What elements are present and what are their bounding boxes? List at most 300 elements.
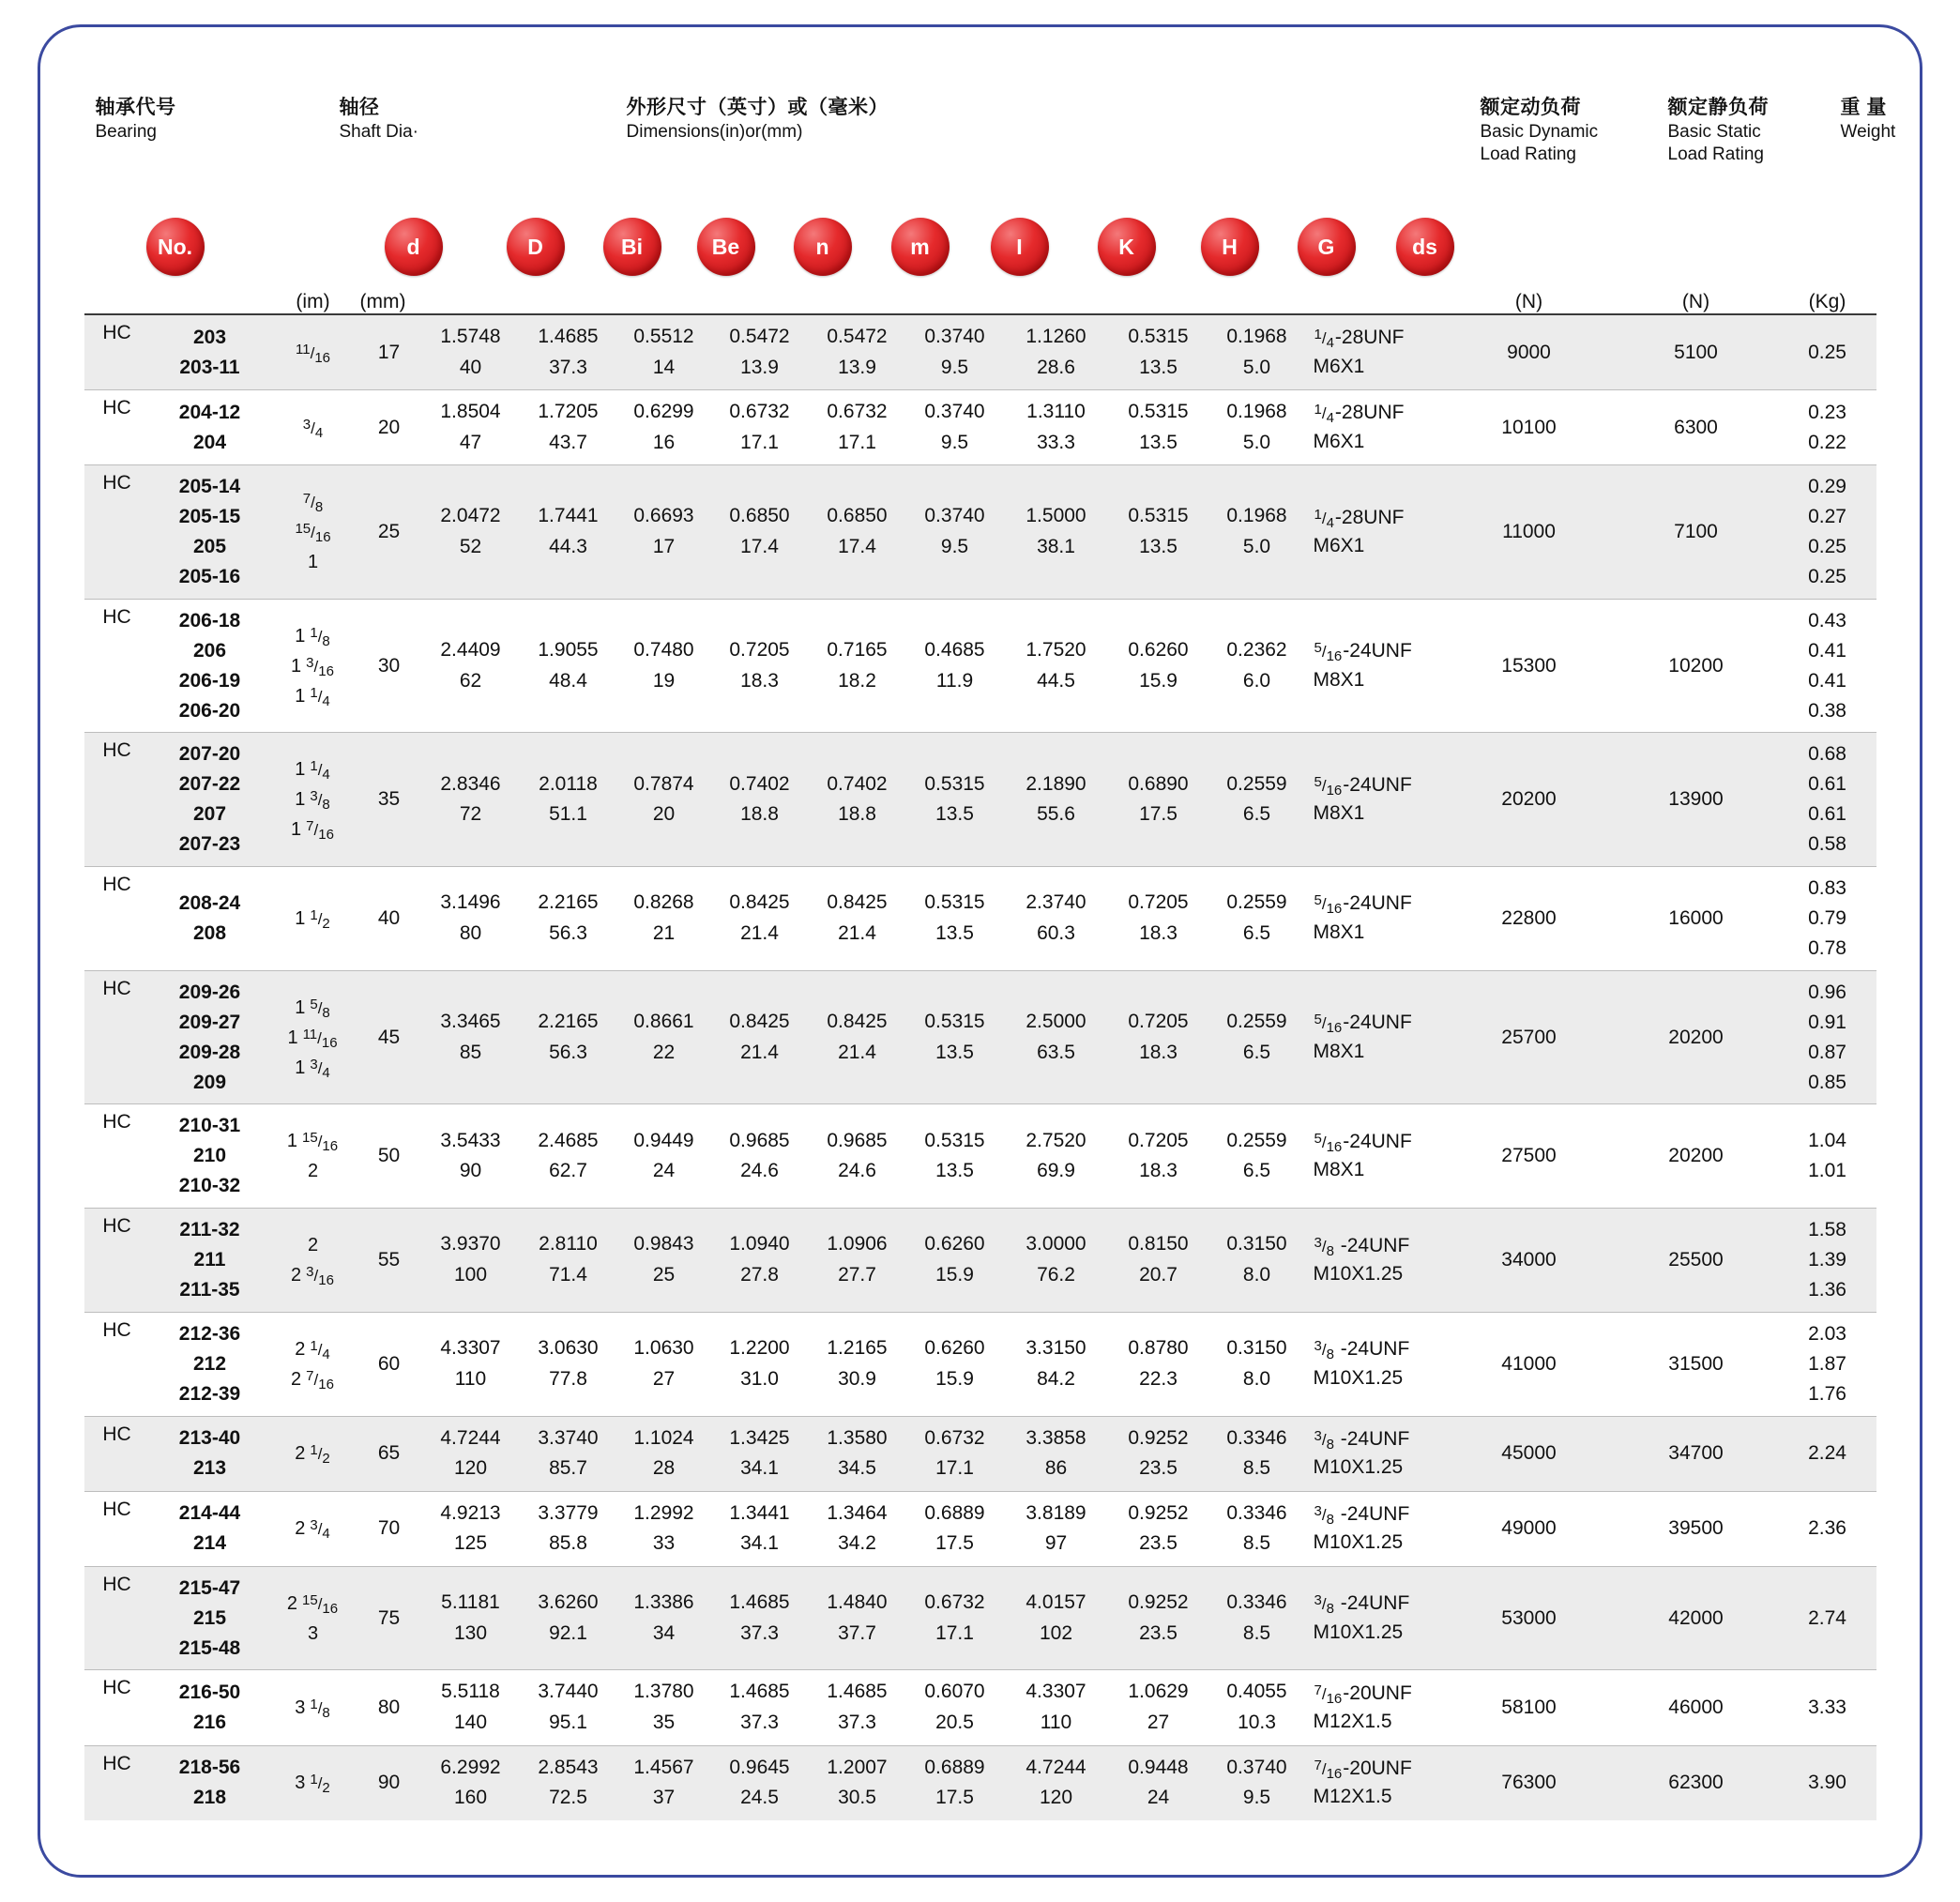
cell-n: 1.3425 34.1 xyxy=(711,1416,809,1491)
cell-G: 0.2559 6.5 xyxy=(1208,867,1306,971)
table-row xyxy=(84,733,1876,867)
units-blank-Be xyxy=(617,291,711,314)
cell-G: 0.1968 5.0 xyxy=(1208,465,1306,600)
cell-m: 0.7165 18.2 xyxy=(809,599,906,733)
table-row xyxy=(84,867,1876,971)
cell-shaft-mm: 45 xyxy=(357,970,422,1104)
cell-n: 0.8425 21.4 xyxy=(711,970,809,1104)
cell-ds-thread: 7/16-20UNF M12X1.5 xyxy=(1313,1757,1412,1808)
cell-I: 0.3740 9.5 xyxy=(906,390,1004,465)
cell-shaft-mm: 60 xyxy=(357,1312,422,1416)
cell-shaft-inch: 3 1/8 xyxy=(270,1670,357,1745)
cell-weight: 1.04 1.01 xyxy=(1779,1104,1876,1209)
cell-Be: 0.5512 14 xyxy=(617,314,711,390)
cell-bearing-no: 208-24 208 xyxy=(150,867,270,971)
cell-shaft-inch: 3/4 xyxy=(270,390,357,465)
cell-D: 4.9213 125 xyxy=(422,1491,520,1566)
cell-G: 0.3346 8.5 xyxy=(1208,1566,1306,1670)
cell-bearing-no: 214-44 214 xyxy=(150,1491,270,1566)
cell-G: 0.2559 6.5 xyxy=(1208,1104,1306,1209)
cell-D: 3.5433 90 xyxy=(422,1104,520,1209)
cell-H: 0.5315 13.5 xyxy=(1109,390,1208,465)
header-static-en2: Load Rating xyxy=(1667,145,1764,165)
cell-I: 0.5315 13.5 xyxy=(906,970,1004,1104)
cell-I: 0.3740 9.5 xyxy=(906,465,1004,600)
cell-ds-thread: 3/8 -24UNF M10X1.25 xyxy=(1306,1491,1445,1566)
cell-D: 5.5118 140 xyxy=(422,1670,520,1745)
cell-ds-thread: 5/16-24UNF M8X1 xyxy=(1306,1104,1445,1209)
cell-m: 0.8425 21.4 xyxy=(809,867,906,971)
cell-K: 1.3110 33.3 xyxy=(1004,390,1109,465)
cell-n: 0.7205 18.3 xyxy=(711,599,809,733)
cell-K: 3.0000 76.2 xyxy=(1004,1209,1109,1313)
header-dynamic-load xyxy=(1481,96,1599,167)
cell-ds-thread: 1/4-28UNF M6X1 xyxy=(1306,465,1445,600)
cell-weight: 0.23 0.22 xyxy=(1779,390,1876,465)
symbol-bubble-m: m xyxy=(891,218,950,276)
units-weight: (Kg) xyxy=(1779,291,1876,314)
cell-G: 0.2559 6.5 xyxy=(1208,970,1306,1104)
cell-Be: 0.7874 20 xyxy=(617,733,711,867)
symbol-bubble-be: Be xyxy=(697,218,755,276)
cell-shaft-inch: 11/16 xyxy=(270,314,357,390)
cell-shaft-mm: 40 xyxy=(357,867,422,971)
table-row xyxy=(84,1491,1876,1566)
cell-m: 1.3580 34.5 xyxy=(809,1416,906,1491)
header-bearing xyxy=(96,96,176,144)
cell-H: 0.7205 18.3 xyxy=(1109,867,1208,971)
cell-shaft-inch: 2 1/4 2 7/16 xyxy=(270,1312,357,1416)
cell-K: 1.5000 38.1 xyxy=(1004,465,1109,600)
cell-static-load: 16000 xyxy=(1614,867,1779,971)
cell-Bi: 2.8110 71.4 xyxy=(520,1209,617,1313)
cell-n: 0.7402 18.8 xyxy=(711,733,809,867)
units-blank-D xyxy=(422,291,520,314)
cell-bearing-no: 211-32 211 211-35 xyxy=(150,1209,270,1313)
cell-static-load: 6300 xyxy=(1614,390,1779,465)
cell-static-load: 31500 xyxy=(1614,1312,1779,1416)
cell-K: 2.1890 55.6 xyxy=(1004,733,1109,867)
cell-prefix-hc: HC xyxy=(84,314,150,390)
header-weight-en: Weight xyxy=(1840,121,1896,142)
cell-Be: 0.7480 19 xyxy=(617,599,711,733)
header-bearing-cn: 轴承代号 xyxy=(95,97,176,118)
cell-m: 0.8425 21.4 xyxy=(809,970,906,1104)
cell-bearing-no: 206-18 206 206-19 206-20 xyxy=(150,599,270,733)
symbol-bubble-i: I xyxy=(991,218,1049,276)
cell-I: 0.5315 13.5 xyxy=(906,867,1004,971)
cell-G: 0.2559 6.5 xyxy=(1208,733,1306,867)
cell-D: 3.3465 85 xyxy=(422,970,520,1104)
cell-shaft-inch: 1 1/2 xyxy=(270,867,357,971)
table-row xyxy=(84,1104,1876,1209)
cell-H: 0.6890 17.5 xyxy=(1109,733,1208,867)
cell-m: 1.3464 34.2 xyxy=(809,1491,906,1566)
cell-shaft-inch: 1 1/8 1 3/16 1 1/4 xyxy=(270,599,357,733)
cell-n: 0.6732 17.1 xyxy=(711,390,809,465)
cell-D: 5.1181 130 xyxy=(422,1566,520,1670)
cell-prefix-hc: HC xyxy=(84,1670,150,1745)
table-row xyxy=(84,1566,1876,1670)
cell-I: 0.6260 15.9 xyxy=(906,1312,1004,1416)
cell-m: 1.2165 30.9 xyxy=(809,1312,906,1416)
cell-shaft-inch: 2 1/2 xyxy=(270,1416,357,1491)
cell-D: 2.4409 62 xyxy=(422,599,520,733)
cell-static-load: 46000 xyxy=(1614,1670,1779,1745)
cell-weight: 3.90 xyxy=(1808,1772,1846,1794)
cell-ds-thread: 3/8 -24UNF M10X1.25 xyxy=(1306,1312,1445,1416)
cell-D: 4.7244 120 xyxy=(422,1416,520,1491)
symbol-bubble-d: D xyxy=(507,218,565,276)
cell-prefix-hc: HC xyxy=(84,1491,150,1566)
cell-D: 3.1496 80 xyxy=(422,867,520,971)
cell-dynamic-load: 25700 xyxy=(1445,970,1614,1104)
table-row xyxy=(84,1209,1876,1313)
cell-shaft-inch: 2 3/4 xyxy=(270,1491,357,1566)
cell-prefix-hc: HC xyxy=(84,465,150,600)
cell-Bi: 3.7440 95.1 xyxy=(520,1670,617,1745)
cell-dynamic-load: 20200 xyxy=(1445,733,1614,867)
cell-K: 4.0157 102 xyxy=(1004,1566,1109,1670)
cell-bearing-no: 207-20 207-22 207 207-23 xyxy=(150,733,270,867)
cell-m: 0.6732 17.1 xyxy=(809,390,906,465)
cell-I: 0.4685 11.9 xyxy=(906,599,1004,733)
cell-n: 1.0940 27.8 xyxy=(711,1209,809,1313)
cell-m: 0.9685 24.6 xyxy=(809,1104,906,1209)
cell-weight: 0.29 0.27 0.25 0.25 xyxy=(1779,465,1876,600)
cell-H: 0.9252 23.5 xyxy=(1109,1566,1208,1670)
cell-K: 2.7520 69.9 xyxy=(1004,1104,1109,1209)
header-dimensions xyxy=(627,96,889,144)
cell-H: 0.7205 18.3 xyxy=(1109,970,1208,1104)
cell-D: 2.0472 52 xyxy=(422,465,520,600)
header-dimensions-en: Dimensions(in)or(mm) xyxy=(626,121,803,142)
units-blank-n xyxy=(711,291,809,314)
header-shaft-cn: 轴径 xyxy=(339,97,380,118)
cell-dynamic-load: 58100 xyxy=(1445,1670,1614,1745)
cell-bearing-no: 212-36 212 212-39 xyxy=(150,1312,270,1416)
cell-shaft-inch: 1 5/8 1 11/16 1 3/4 xyxy=(270,970,357,1104)
cell-static-load: 34700 xyxy=(1614,1416,1779,1491)
cell-G: 0.1968 5.0 xyxy=(1208,314,1306,390)
cell-Bi: 3.0630 77.8 xyxy=(520,1312,617,1416)
units-blank-K xyxy=(1004,291,1109,314)
cell-ds-thread: 5/16-24UNF M8X1 xyxy=(1306,970,1445,1104)
cell-shaft-inch: 2 15/16 3 xyxy=(270,1566,357,1670)
cell-m: 0.5472 13.9 xyxy=(809,314,906,390)
cell-prefix-hc: HC xyxy=(84,1312,150,1416)
table-row xyxy=(84,1312,1876,1416)
table-row xyxy=(84,970,1876,1104)
cell-Bi: 2.2165 56.3 xyxy=(520,867,617,971)
units-blank-ds xyxy=(1306,291,1445,314)
units-inch: (im) xyxy=(270,291,357,314)
header-static-cn: 额定静负荷 xyxy=(1667,97,1769,118)
cell-I: 0.6889 17.5 xyxy=(924,1756,985,1809)
cell-K: 4.3307 110 xyxy=(1004,1670,1109,1745)
cell-Be: 1.3780 35 xyxy=(617,1670,711,1745)
cell-n: 1.3441 34.1 xyxy=(711,1491,809,1566)
cell-I: 0.5315 13.5 xyxy=(906,1104,1004,1209)
cell-Bi: 3.3779 85.8 xyxy=(520,1491,617,1566)
cell-weight: 0.25 xyxy=(1779,314,1876,390)
cell-shaft-mm: 90 xyxy=(377,1772,401,1794)
cell-weight: 0.43 0.41 0.41 0.38 xyxy=(1779,599,1876,733)
cell-n: 1.4685 37.3 xyxy=(711,1566,809,1670)
cell-static-load: 7100 xyxy=(1614,465,1779,600)
symbol-bubble-n: n xyxy=(794,218,852,276)
units-mm: (mm) xyxy=(357,291,422,314)
cell-D: 6.2992 160 xyxy=(440,1756,501,1809)
units-static: (N) xyxy=(1614,291,1779,314)
cell-K: 4.7244 120 xyxy=(1026,1756,1086,1809)
cell-Be: 0.9843 25 xyxy=(617,1209,711,1313)
symbol-bubble-k: K xyxy=(1098,218,1156,276)
cell-weight: 0.83 0.79 0.78 xyxy=(1779,867,1876,971)
cell-ds-thread: 1/4-28UNF M6X1 xyxy=(1306,390,1445,465)
units-blank-G xyxy=(1208,291,1306,314)
cell-bearing-no: 215-47 215 215-48 xyxy=(150,1566,270,1670)
bearing-data-table xyxy=(84,291,1876,1820)
cell-dynamic-load: 11000 xyxy=(1445,465,1614,600)
cell-H: 0.7205 18.3 xyxy=(1109,1104,1208,1209)
cell-static-load: 42000 xyxy=(1614,1566,1779,1670)
cell-weight: 1.58 1.39 1.36 xyxy=(1779,1209,1876,1313)
cell-dynamic-load: 34000 xyxy=(1445,1209,1614,1313)
cell-static-load: 20200 xyxy=(1614,970,1779,1104)
column-symbol-bubbles xyxy=(84,218,1876,283)
table-row xyxy=(84,1670,1876,1745)
units-dynamic: (N) xyxy=(1445,291,1614,314)
cell-n: 0.9685 24.6 xyxy=(711,1104,809,1209)
cell-Bi: 1.7441 44.3 xyxy=(520,465,617,600)
cell-static-load: 20200 xyxy=(1614,1104,1779,1209)
cell-shaft-inch: 1 1/4 1 3/8 1 7/16 xyxy=(270,733,357,867)
cell-n: 0.6850 17.4 xyxy=(711,465,809,600)
cell-G: 0.3150 8.0 xyxy=(1208,1209,1306,1313)
cell-prefix-hc: HC xyxy=(102,1752,131,1774)
cell-ds-thread: 3/8 -24UNF M10X1.25 xyxy=(1306,1566,1445,1670)
symbol-bubble-d: d xyxy=(385,218,443,276)
cell-Bi: 3.6260 92.1 xyxy=(520,1566,617,1670)
cell-H: 0.5315 13.5 xyxy=(1109,465,1208,600)
cell-weight: 2.24 xyxy=(1779,1416,1876,1491)
cell-K: 2.5000 63.5 xyxy=(1004,970,1109,1104)
cell-static-load: 62300 xyxy=(1668,1772,1724,1794)
header-static-en1: Basic Static xyxy=(1667,121,1761,142)
cell-Bi: 2.2165 56.3 xyxy=(520,970,617,1104)
cell-bearing-no: 205-14 205-15 205 205-16 xyxy=(150,465,270,600)
symbol-bubble-ds: ds xyxy=(1396,218,1454,276)
cell-prefix-hc: HC xyxy=(84,390,150,465)
cell-G: 0.2362 6.0 xyxy=(1208,599,1306,733)
units-blank-Bi xyxy=(520,291,617,314)
cell-I: 0.6732 17.1 xyxy=(906,1416,1004,1491)
cell-ds-thread: 5/16-24UNF M8X1 xyxy=(1306,733,1445,867)
cell-K: 1.1260 28.6 xyxy=(1004,314,1109,390)
cell-prefix-hc: HC xyxy=(84,1104,150,1209)
cell-bearing-no: 209-26 209-27 209-28 209 xyxy=(150,970,270,1104)
cell-Be: 1.4567 37 xyxy=(633,1756,694,1809)
cell-Be: 0.8661 22 xyxy=(617,970,711,1104)
table-row xyxy=(84,314,1876,390)
symbol-bubble-h: H xyxy=(1201,218,1259,276)
cell-dynamic-load: 22800 xyxy=(1445,867,1614,971)
cell-shaft-inch: 3 1/2 xyxy=(295,1772,330,1797)
cell-shaft-mm: 70 xyxy=(357,1491,422,1566)
cell-H: 0.9448 24 xyxy=(1128,1756,1189,1809)
cell-n: 0.5472 13.9 xyxy=(711,314,809,390)
cell-dynamic-load: 27500 xyxy=(1445,1104,1614,1209)
cell-weight: 2.36 xyxy=(1779,1491,1876,1566)
header-shaft-en: Shaft Dia· xyxy=(339,121,418,142)
cell-shaft-inch: 7/8 15/16 1 xyxy=(270,465,357,600)
cell-shaft-mm: 17 xyxy=(357,314,422,390)
cell-static-load: 5100 xyxy=(1614,314,1779,390)
cell-dynamic-load: 41000 xyxy=(1445,1312,1614,1416)
cell-shaft-mm: 75 xyxy=(357,1566,422,1670)
cell-Bi: 2.8543 72.5 xyxy=(538,1756,599,1809)
cell-dynamic-load: 15300 xyxy=(1445,599,1614,733)
cell-m: 0.6850 17.4 xyxy=(809,465,906,600)
cell-bearing-no: 216-50 216 xyxy=(150,1670,270,1745)
cell-D: 4.3307 110 xyxy=(422,1312,520,1416)
cell-Be: 0.6299 16 xyxy=(617,390,711,465)
cell-prefix-hc: HC xyxy=(84,1566,150,1670)
cell-I: 0.6889 17.5 xyxy=(906,1491,1004,1566)
cell-Bi: 2.0118 51.1 xyxy=(520,733,617,867)
units-blank-I xyxy=(906,291,1004,314)
units-blank-H xyxy=(1109,291,1208,314)
cell-weight: 0.68 0.61 0.61 0.58 xyxy=(1779,733,1876,867)
cell-ds-thread: 5/16-24UNF M8X1 xyxy=(1306,867,1445,971)
cell-H: 0.5315 13.5 xyxy=(1109,314,1208,390)
cell-H: 1.0629 27 xyxy=(1109,1670,1208,1745)
cell-G: 0.4055 10.3 xyxy=(1208,1670,1306,1745)
symbol-bubble-g: G xyxy=(1298,218,1356,276)
cell-static-load: 10200 xyxy=(1614,599,1779,733)
header-dynamic-cn: 额定动负荷 xyxy=(1480,97,1581,118)
cell-Be: 1.2992 33 xyxy=(617,1491,711,1566)
header-weight-cn: 重 量 xyxy=(1840,97,1887,118)
cell-weight: 3.33 xyxy=(1779,1670,1876,1745)
cell-dynamic-load: 9000 xyxy=(1445,314,1614,390)
cell-G: 0.3150 8.0 xyxy=(1208,1312,1306,1416)
cell-I: 0.5315 13.5 xyxy=(906,733,1004,867)
cell-K: 3.3150 84.2 xyxy=(1004,1312,1109,1416)
symbol-bubble-bi: Bi xyxy=(603,218,661,276)
cell-H: 0.8150 20.7 xyxy=(1109,1209,1208,1313)
cell-ds-thread: 1/4-28UNF M6X1 xyxy=(1306,314,1445,390)
cell-I: 0.6732 17.1 xyxy=(906,1566,1004,1670)
cell-shaft-mm: 65 xyxy=(357,1416,422,1491)
cell-Be: 0.8268 21 xyxy=(617,867,711,971)
cell-weight: 2.74 xyxy=(1779,1566,1876,1670)
cell-ds-thread: 5/16-24UNF M8X1 xyxy=(1306,599,1445,733)
cell-shaft-inch: 2 2 3/16 xyxy=(270,1209,357,1313)
cell-Bi: 1.7205 43.7 xyxy=(520,390,617,465)
table-header-labels xyxy=(84,96,1896,216)
cell-weight: 0.96 0.91 0.87 0.85 xyxy=(1779,970,1876,1104)
cell-Bi: 1.4685 37.3 xyxy=(520,314,617,390)
cell-shaft-mm: 80 xyxy=(357,1670,422,1745)
cell-Bi: 1.9055 48.4 xyxy=(520,599,617,733)
cell-n: 1.2200 31.0 xyxy=(711,1312,809,1416)
cell-ds-thread: 7/16-20UNF M12X1.5 xyxy=(1306,1670,1445,1745)
header-dynamic-en2: Load Rating xyxy=(1480,145,1576,165)
table-row xyxy=(84,1416,1876,1491)
cell-D: 3.9370 100 xyxy=(422,1209,520,1313)
cell-K: 1.7520 44.5 xyxy=(1004,599,1109,733)
cell-I: 0.6260 15.9 xyxy=(906,1209,1004,1313)
cell-prefix-hc: HC xyxy=(84,1416,150,1491)
cell-static-load: 25500 xyxy=(1614,1209,1779,1313)
cell-H: 0.9252 23.5 xyxy=(1109,1416,1208,1491)
units-blank-m xyxy=(809,291,906,314)
cell-dynamic-load: 53000 xyxy=(1445,1566,1614,1670)
cell-bearing-no: 203 203-11 xyxy=(150,314,270,390)
cell-shaft-mm: 50 xyxy=(357,1104,422,1209)
cell-K: 3.8189 97 xyxy=(1004,1491,1109,1566)
cell-static-load: 39500 xyxy=(1614,1491,1779,1566)
cell-Bi: 2.4685 62.7 xyxy=(520,1104,617,1209)
cell-shaft-inch: 1 15/16 2 xyxy=(270,1104,357,1209)
cell-Be: 0.9449 24 xyxy=(617,1104,711,1209)
cell-prefix-hc: HC xyxy=(84,970,150,1104)
table-row xyxy=(84,465,1876,600)
cell-ds-thread: 3/8 -24UNF M10X1.25 xyxy=(1306,1416,1445,1491)
units-blank-hc xyxy=(84,291,150,314)
cell-G: 0.1968 5.0 xyxy=(1208,390,1306,465)
header-static-load xyxy=(1668,96,1770,167)
header-bearing-en: Bearing xyxy=(95,121,157,142)
symbol-bubble-no: No. xyxy=(146,218,205,276)
cell-dynamic-load: 49000 xyxy=(1445,1491,1614,1566)
cell-shaft-mm: 35 xyxy=(357,733,422,867)
table-row xyxy=(84,599,1876,733)
cell-dynamic-load: 10100 xyxy=(1445,390,1614,465)
cell-G: 0.3740 9.5 xyxy=(1226,1756,1287,1809)
cell-shaft-mm: 25 xyxy=(357,465,422,600)
cell-H: 0.6260 15.9 xyxy=(1109,599,1208,733)
cell-Bi: 3.3740 85.7 xyxy=(520,1416,617,1491)
cell-prefix-hc: HC xyxy=(84,599,150,733)
header-shaft xyxy=(340,96,418,144)
cell-bearing-no: 218-56 218 xyxy=(178,1757,241,1809)
cell-D: 1.5748 40 xyxy=(422,314,520,390)
cell-shaft-mm: 30 xyxy=(357,599,422,733)
header-dimensions-cn: 外形尺寸（英寸）或（毫米） xyxy=(626,97,889,118)
cell-prefix-hc: HC xyxy=(84,1209,150,1313)
cell-Be: 0.6693 17 xyxy=(617,465,711,600)
cell-bearing-no: 204-12 204 xyxy=(150,390,270,465)
cell-H: 0.9252 23.5 xyxy=(1109,1491,1208,1566)
cell-ds-thread: 3/8 -24UNF M10X1.25 xyxy=(1306,1209,1445,1313)
cell-prefix-hc: HC xyxy=(84,867,150,971)
cell-m: 1.2007 30.5 xyxy=(827,1756,888,1809)
cell-m: 1.4685 37.3 xyxy=(809,1670,906,1745)
cell-m: 1.4840 37.7 xyxy=(809,1566,906,1670)
cell-K: 2.3740 60.3 xyxy=(1004,867,1109,971)
cell-Be: 1.1024 28 xyxy=(617,1416,711,1491)
cell-G: 0.3346 8.5 xyxy=(1208,1416,1306,1491)
cell-dynamic-load: 76300 xyxy=(1501,1772,1557,1794)
cell-m: 1.0906 27.7 xyxy=(809,1209,906,1313)
cell-Be: 1.0630 27 xyxy=(617,1312,711,1416)
units-row xyxy=(84,291,1876,314)
cell-n: 0.8425 21.4 xyxy=(711,867,809,971)
cell-K: 3.3858 86 xyxy=(1004,1416,1109,1491)
